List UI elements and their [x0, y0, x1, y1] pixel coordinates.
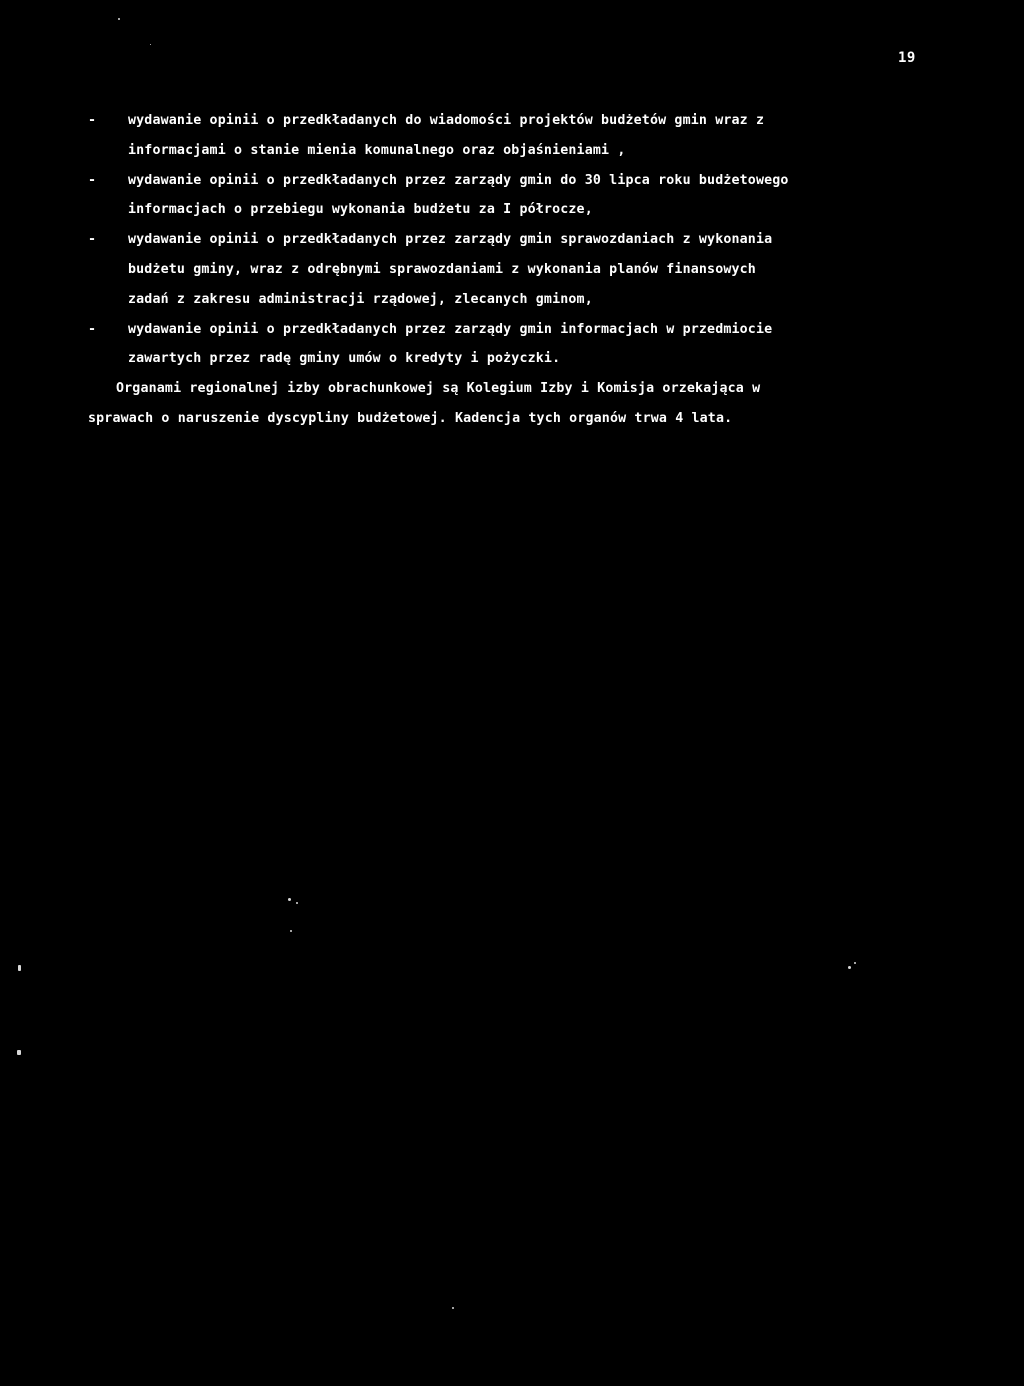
- bullet-continuation: zawartych przez radę gminy umów o kredyty i pożyczki.: [128, 351, 561, 367]
- document-body: [88, 106, 948, 434]
- bullet-item: [88, 166, 948, 226]
- scan-speck: [452, 1307, 454, 1309]
- closing-paragraph: [88, 374, 948, 434]
- scan-speck: [17, 1050, 21, 1055]
- scan-speck: [18, 965, 21, 971]
- bullet-text: wydawanie opinii o przedkładanych przez zarządy gmin sprawozdaniach z wykonania: [128, 232, 773, 248]
- bullet-continuation: informacjach o przebiegu wykonania budżetu za I półrocze,: [128, 202, 593, 218]
- bullet-continuation: zadań z zakresu administracji rządowej, zlecanych gminom,: [128, 291, 593, 307]
- bullet-continuation: budżetu gminy, wraz z odrębnymi sprawozdaniami z wykonania planów finansowych: [128, 261, 756, 277]
- scan-speck: [118, 18, 120, 20]
- paragraph-line: Organami regionalnej izby obrachunkowej są Kolegium Izby i Komisja orzekająca w: [116, 381, 761, 397]
- bullet-text: wydawanie opinii o przedkładanych przez zarządy gmin do 30 lipca roku budżetowego: [128, 172, 789, 188]
- scan-speck: [288, 898, 291, 901]
- scan-speck: [296, 902, 298, 904]
- scan-speck: [290, 930, 292, 932]
- bullet-dash: -: [88, 172, 97, 188]
- scan-speck: [150, 44, 151, 45]
- scan-speck: [848, 966, 851, 969]
- bullet-item: [88, 225, 948, 314]
- bullet-text: wydawanie opinii o przedkładanych przez zarządy gmin informacjach w przedmiocie: [128, 321, 773, 337]
- bullet-first-line: [88, 225, 948, 255]
- bullet-first-line: [88, 315, 948, 345]
- bullet-first-line: [88, 166, 948, 196]
- paragraph-line: sprawach o naruszenie dyscypliny budżetowej. Kadencja tych organów trwa 4 lata.: [88, 410, 733, 426]
- bullet-text: wydawanie opinii o przedkładanych do wiadomości projektów budżetów gmin wraz z: [128, 113, 765, 128]
- page-number: 19: [898, 50, 916, 66]
- bullet-first-line: [88, 106, 948, 136]
- bullet-continuation: informacjami o stanie mienia komunalnego oraz objaśnieniami ,: [128, 142, 626, 158]
- bullet-item: [88, 315, 948, 375]
- bullet-item: [88, 106, 948, 166]
- scan-speck: [854, 962, 856, 964]
- bullet-dash: -: [88, 232, 97, 248]
- bullet-dash: -: [88, 113, 97, 128]
- bullet-dash: -: [88, 321, 97, 337]
